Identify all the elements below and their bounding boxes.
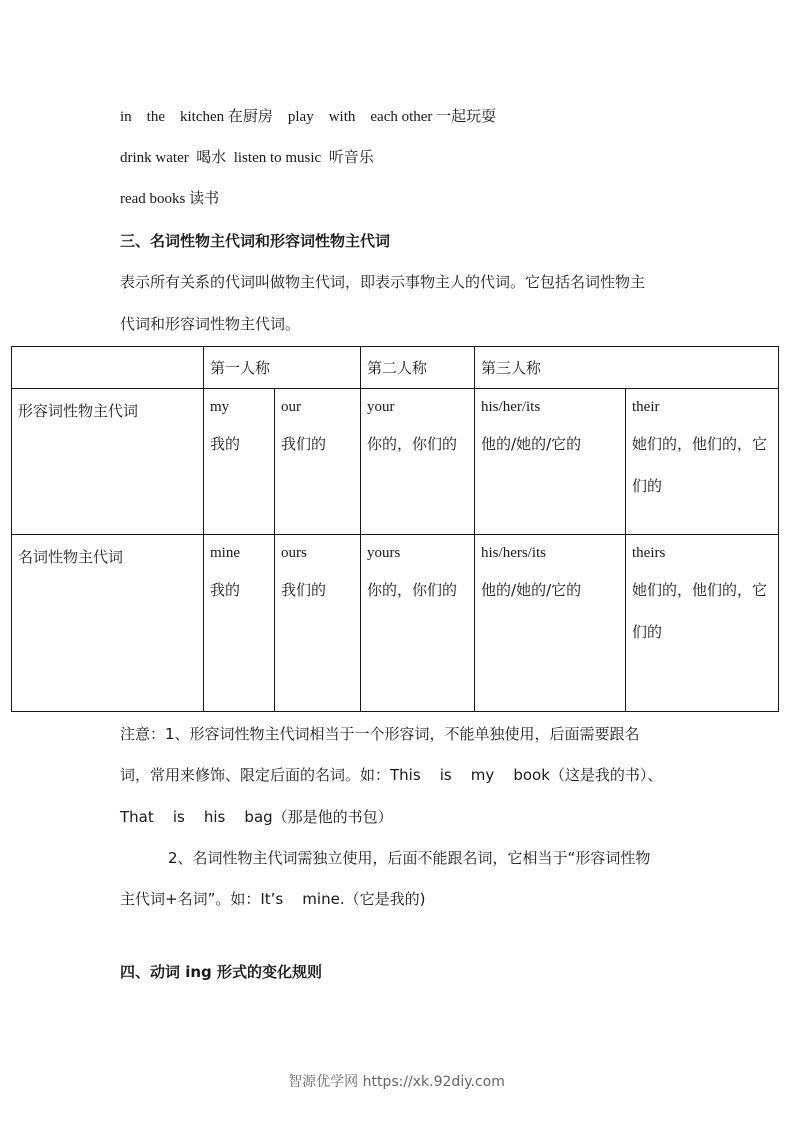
- vocab-line-2: drink water 喝水 listen to music 听音乐: [120, 150, 374, 166]
- row-label-noun: 名词性物主代词: [12, 535, 204, 712]
- cell-english: ours: [281, 545, 307, 561]
- section-heading-4: 四、动词 ing 形式的变化规则: [120, 963, 323, 981]
- table-cell: [204, 389, 275, 535]
- table-header-first-person: 第一人称: [204, 347, 361, 389]
- vocab-line-1: in the kitchen 在厨房 play with each other 一起玩耍: [120, 109, 497, 125]
- vocab-line-3: read books 读书: [120, 191, 220, 207]
- cell-chinese: 他的/她的/它的: [481, 435, 582, 453]
- table-cell: [626, 389, 779, 535]
- cell-english: his/hers/its: [481, 545, 547, 561]
- table-header-second-person: 第二人称: [361, 347, 475, 389]
- note-line-5: 主代词+名词”。如：It’s mine.（它是我的): [120, 890, 426, 908]
- footer-watermark: 智源优学网 https://xk.92diy.com: [288, 1074, 505, 1090]
- table-cell: [626, 535, 779, 712]
- note-line-1: 注意：1、形容词性物主代词相当于一个形容词，不能单独使用，后面需要跟名: [120, 725, 640, 743]
- cell-english: my: [210, 399, 230, 415]
- table-cell: [204, 535, 275, 712]
- cell-chinese: 我的: [210, 581, 241, 599]
- cell-chinese: 你的，你们的: [367, 435, 458, 453]
- cell-english: your: [367, 399, 395, 415]
- table-cell: [475, 389, 626, 535]
- table-cell: [275, 389, 361, 535]
- intro-paragraph-line-2: 代词和形容词性物主代词。: [120, 315, 301, 333]
- pronoun-table: [11, 346, 779, 712]
- cell-chinese: 她们的，他们的，它们的: [632, 435, 768, 495]
- cell-english: mine: [210, 545, 240, 561]
- cell-chinese: 我们的: [281, 435, 327, 453]
- note-line-2: 词，常用来修饰、限定后面的名词。如：This is my book（这是我的书）、: [120, 766, 663, 784]
- cell-english: his/her/its: [481, 399, 541, 415]
- cell-english: their: [632, 399, 660, 415]
- table-cell: [275, 535, 361, 712]
- section-heading-3: 三、名词性物主代词和形容词性物主代词: [120, 232, 391, 250]
- cell-english: our: [281, 399, 301, 415]
- cell-english: yours: [367, 545, 401, 561]
- cell-chinese: 我的: [210, 435, 241, 453]
- table-cell: [475, 535, 626, 712]
- cell-chinese: 你的，你们的: [367, 581, 458, 599]
- table-header-row: [12, 347, 779, 389]
- cell-chinese: 他的/她的/它的: [481, 581, 582, 599]
- table-cell: [361, 535, 475, 712]
- table-header-third-person: 第三人称: [475, 347, 779, 389]
- cell-english: theirs: [632, 545, 666, 561]
- row-label-adjective: 形容词性物主代词: [12, 389, 204, 535]
- cell-chinese: 她们的，他们的，它们的: [632, 581, 768, 641]
- table-row-noun: [12, 535, 779, 712]
- table-row-adjective: [12, 389, 779, 535]
- cell-chinese: 我们的: [281, 581, 327, 599]
- note-line-3: That is his bag（那是他的书包）: [120, 808, 393, 826]
- intro-paragraph-line-1: 表示所有关系的代词叫做物主代词，即表示事物主人的代词。它包括名词性物主: [120, 273, 646, 291]
- table-header-empty: [12, 347, 204, 389]
- table-cell: [361, 389, 475, 535]
- note-line-4: 2、名词性物主代词需独立使用，后面不能跟名词，它相当于“形容词性物: [168, 849, 651, 867]
